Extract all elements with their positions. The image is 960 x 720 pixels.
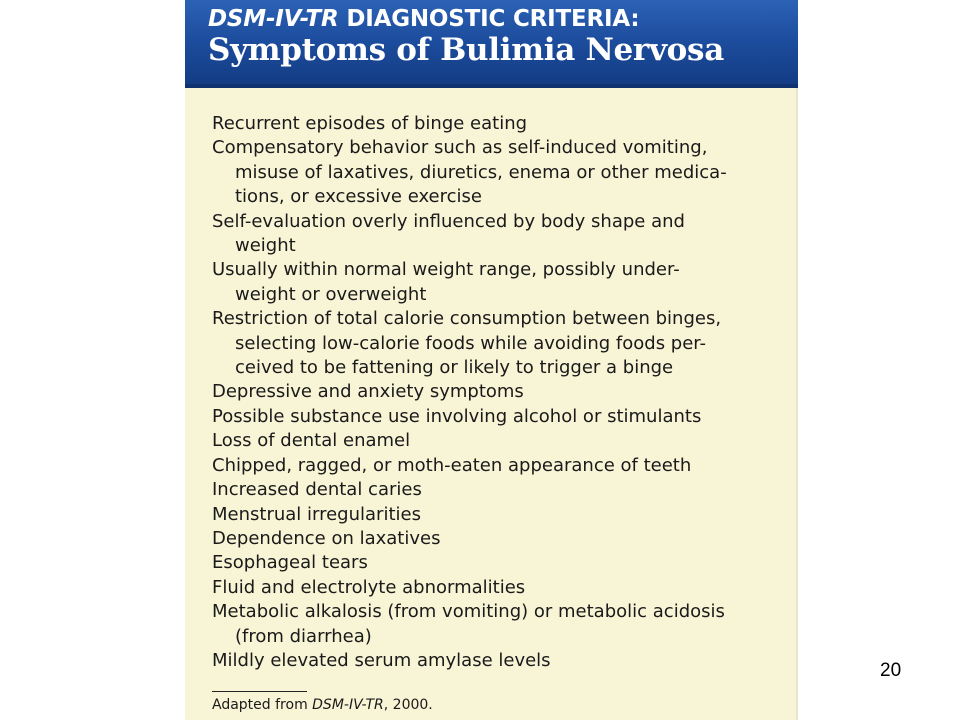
footnote-divider [212,691,307,692]
criteria-line: weight or overweight [235,283,427,305]
page-number: 20 [880,660,902,681]
criteria-line: Depressive and anxiety symptoms [212,381,524,403]
criteria-item [212,112,772,136]
criteria-item [212,210,772,259]
criteria-item [212,527,772,551]
criteria-item [212,136,772,209]
criteria-item [212,307,772,380]
criteria-line: selecting low-calorie foods while avoiding foods per- [235,332,707,354]
criteria-line: Metabolic alkalosis (from vomiting) or metabolic acidosis [212,601,725,623]
criteria-item [212,503,772,527]
criteria-item [212,600,772,649]
criteria-item [212,649,772,673]
footnote-suffix: , 2000. [383,697,433,713]
criteria-line: misuse of laxatives, diuretics, enema or other medica- [235,161,727,183]
source-footnote [212,697,433,713]
criteria-line: Loss of dental enamel [212,430,411,452]
criteria-item [212,429,772,453]
criteria-line: Mildly elevated serum amylase levels [212,649,551,671]
criteria-line: Recurrent episodes of binge eating [212,113,528,134]
criteria-line: Compensatory behavior such as self-induced vomiting, [212,137,708,159]
criteria-line: Possible substance use involving alcohol or stimulants [212,405,702,427]
criteria-line: Fluid and electrolyte abnormalities [212,576,526,598]
card-title-rest: DIAGNOSTIC CRITERIA: [338,6,640,32]
criteria-line: Chipped, ragged, or moth-eaten appearance of teeth [212,454,692,476]
card-header [185,0,798,88]
criteria-item [212,380,772,404]
criteria-item [212,258,772,307]
criteria-line: Restriction of total calorie consumption between binges, [212,308,722,330]
criteria-line: Esophageal tears [212,552,368,574]
footnote-prefix: Adapted from [212,697,313,713]
criteria-item [212,454,772,478]
criteria-line: Menstrual irregularities [212,503,421,525]
criteria-line: Usually within normal weight range, possibly under- [212,259,680,281]
criteria-line: weight [235,235,296,257]
criteria-list [212,112,772,673]
card-title [208,6,639,32]
criteria-line: Self-evaluation overly influenced by body shape and [212,210,685,232]
criteria-card [185,0,798,720]
criteria-item [212,576,772,600]
card-title-italic: DSM-IV-TR [208,6,339,32]
criteria-line: tions, or excessive exercise [235,186,482,208]
criteria-line: (from diarrhea) [235,625,372,647]
criteria-item [212,405,772,429]
criteria-line: Dependence on laxatives [212,527,441,549]
footnote-source: DSM-IV-TR [312,697,384,713]
card-subtitle: Symptoms of Bulimia Nervosa [208,32,724,68]
criteria-item [212,551,772,575]
criteria-item [212,478,772,502]
criteria-line: ceived to be fattening or likely to trigger a binge [235,357,674,379]
criteria-line: Increased dental caries [212,479,422,501]
